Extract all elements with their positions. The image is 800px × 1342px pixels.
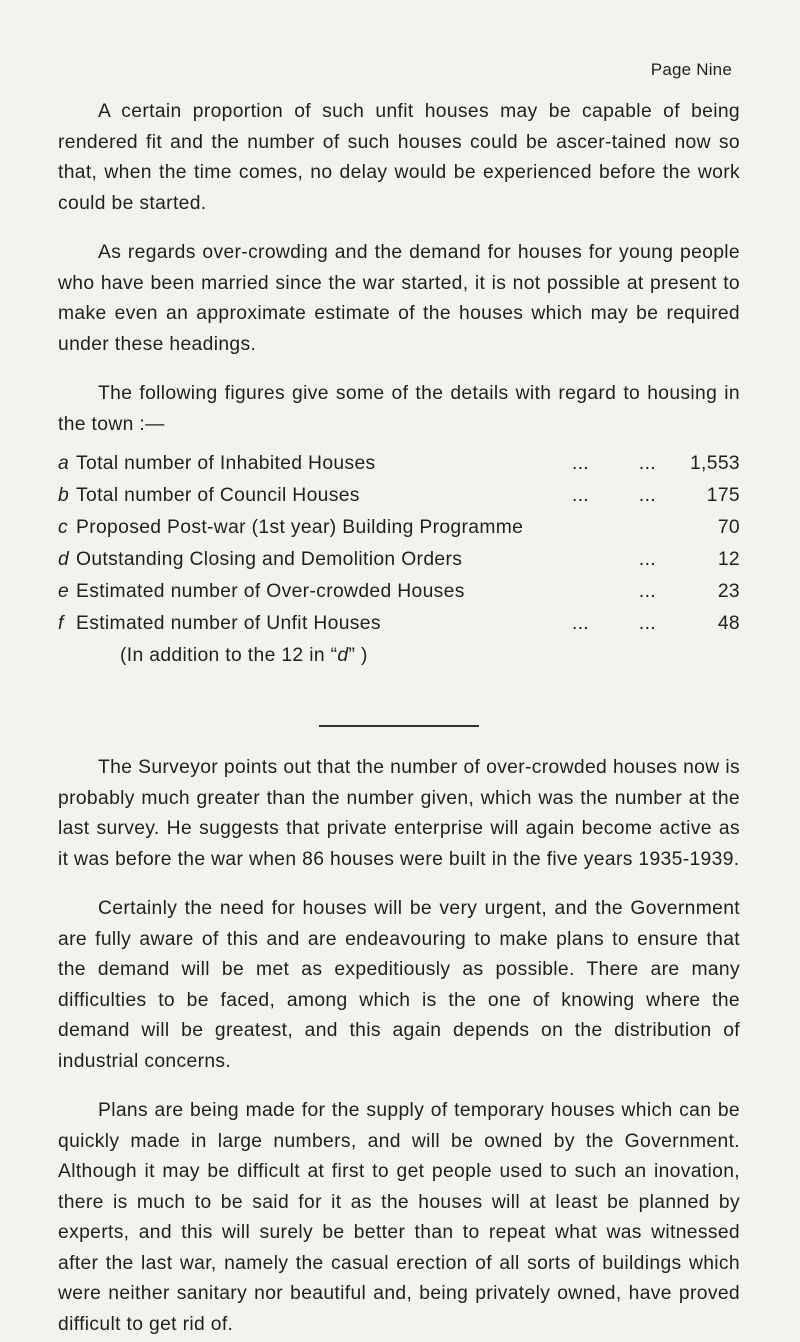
figure-label: Proposed Post-war (1st year) Building Programme — [76, 517, 524, 538]
figure-row-f — [58, 613, 740, 645]
figure-row-a — [58, 453, 740, 485]
page-body — [58, 97, 740, 1340]
figure-value: 70 — [717, 517, 740, 538]
figure-note: (In addition to the 12 in “d” ) — [120, 645, 368, 666]
figure-letter: a — [58, 453, 70, 474]
figure-value: 23 — [717, 581, 740, 602]
figure-label: Total number of Council Houses — [76, 485, 360, 506]
figure-value: 175 — [706, 485, 740, 506]
leader-dots: ... ... — [572, 453, 656, 474]
page-number-header: Page Nine — [650, 60, 732, 79]
figure-letter: c — [58, 517, 68, 538]
figure-row-c — [58, 517, 740, 549]
paragraph-unfit-houses: A certain proportion of such unfit houses may be capable of being rendered fit and the number of such houses could be ascer-tained now so that, when the time comes, no delay would be experienced before the work could be started. — [58, 101, 740, 214]
figure-label: Estimated number of Over-crowded Houses — [76, 581, 465, 602]
figure-value: 1,553 — [689, 453, 740, 474]
figure-label: Estimated number of Unfit Houses — [76, 613, 381, 634]
leader-dots: ... ... — [572, 613, 656, 634]
leader-dots: ... — [638, 581, 656, 602]
figure-letter: d — [58, 549, 70, 570]
figure-letter: e — [58, 581, 70, 602]
figure-row-b — [58, 485, 740, 517]
figure-letter: b — [58, 485, 70, 506]
paragraph-surveyor: The Surveyor points out that the number of over-crowded houses now is probably much greater than the number given, which was the number at the last survey. He suggests that private enterprise will again become active as it was before the war when 86 houses were built in the five years 1935-1939. — [58, 757, 740, 870]
figure-value: 48 — [717, 613, 740, 634]
paragraph-temporary-houses: Plans are being made for the supply of temporary houses which can be quickly made in large numbers, and will be owned by the Government. Although it may be difficult at first to get people used to such an inovation, there is much to be said for it as the houses will at least be planned by experts, and this will surely be better than to repeat what was witnessed after the last war, namely the casual erection of all sorts of buildings which were neither sanitary nor beautiful and, being privately owned, have proved difficult to get rid of. — [58, 1100, 740, 1335]
leader-dots: ... ... — [572, 485, 656, 506]
figure-row-d — [58, 549, 740, 581]
paragraph-overcrowding: As regards over-crowding and the demand for houses for young people who have been married since the war started, it is not possible at present to make even an approximate estimate of the houses which may be required under these headings. — [58, 242, 740, 355]
figure-letter: f — [58, 613, 64, 634]
section-divider — [319, 725, 479, 727]
figure-label: Total number of Inhabited Houses — [76, 453, 376, 474]
paragraph-urgent-need: Certainly the need for houses will be very urgent, and the Government are fully aware of this and are endeavouring to make plans to ensure that the demand will be met as expeditiously as possible. There are many difficulties to be faced, among which is the one of knowing where the demand will be greatest, and this again depends on the distribution of industrial concerns. — [58, 898, 740, 1072]
leader-dots: ... — [638, 549, 656, 570]
figure-label: Outstanding Closing and Demolition Orders — [76, 549, 463, 570]
paragraph-figures-intro: The following figures give some of the details with regard to housing in the town :— — [58, 383, 740, 435]
figure-value: 12 — [717, 549, 740, 570]
housing-figures-list — [58, 453, 740, 677]
figure-row-e — [58, 581, 740, 613]
